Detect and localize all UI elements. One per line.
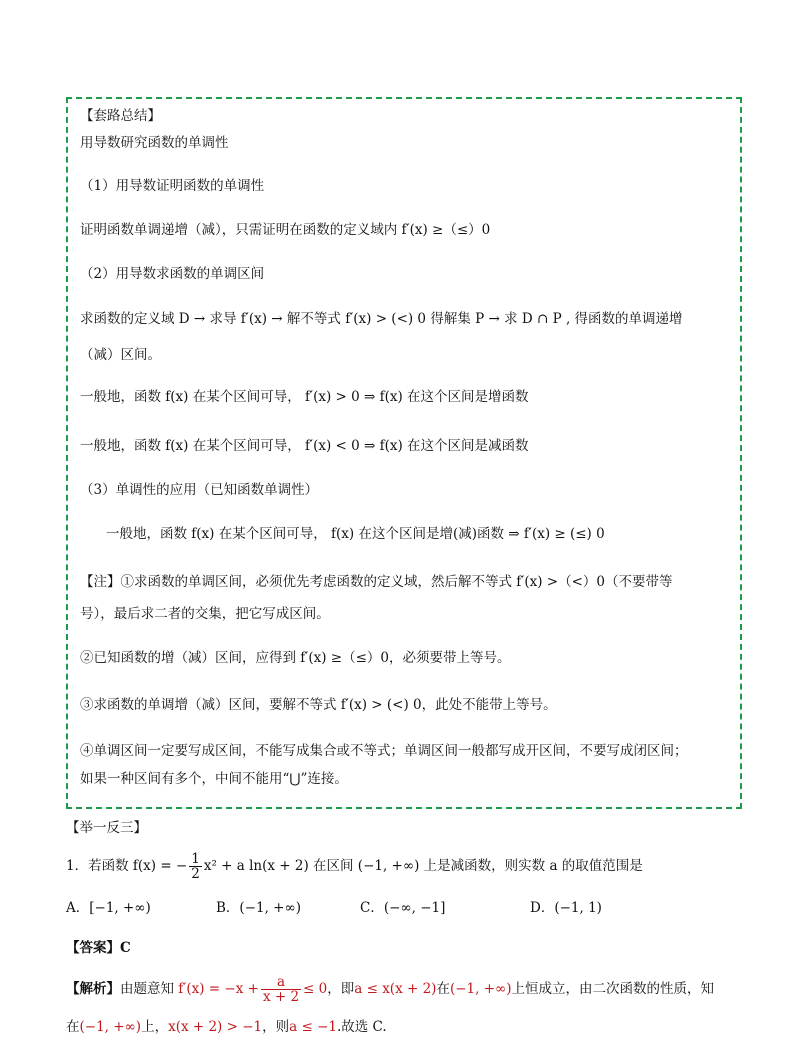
option-d[interactable] <box>530 899 602 917</box>
analysis-text-3: 在 <box>436 981 450 997</box>
rule-increasing: 一般地，函数 f(x) 在某个区间可导， f′(x) > 0 ⇒ f(x) 在这个区间是增函数 <box>80 389 529 405</box>
note1-line1: 【注】①求函数的单调区间，必须优先考虑函数的定义域，然后解不等式 f′(x) >（<）0（不要带等 <box>80 574 673 590</box>
analysis-fraction-numerator: a <box>261 975 301 990</box>
analysis-expression-4: (−1, +∞) <box>79 1019 142 1035</box>
analysis-expression-2: a ≤ x(x + 2) <box>354 981 437 997</box>
summary-title: 【套路总结】 <box>80 108 161 124</box>
answer-label: 【答案】 <box>66 940 120 956</box>
expr-derivative: f′(x) = −x + <box>178 981 259 997</box>
analysis-text-7: ，则 <box>262 1019 290 1035</box>
answer <box>66 939 131 957</box>
option-b-label: B． <box>216 900 240 916</box>
section2-heading: （2）用导数求函数的单调区间 <box>80 266 265 282</box>
section1-text: 证明函数单调递增（减），只需证明在函数的定义域内 f′(x) ≥（≤）0 <box>80 222 491 238</box>
section2-text-line2: （减）区间。 <box>80 347 161 363</box>
section1-heading: （1）用导数证明函数的单调性 <box>80 178 265 194</box>
question-suffix: x² + a ln(x + 2) 在区间 (−1, +∞) 上是减函数，则实数 a 的取值范围是 <box>203 858 643 874</box>
analysis-label: 【解析】 <box>66 981 120 997</box>
option-c[interactable] <box>360 899 445 917</box>
option-b[interactable] <box>216 899 301 917</box>
answer-value: C <box>120 940 131 956</box>
option-d-label: D． <box>530 900 555 916</box>
analysis-expression-3: (−1, +∞) <box>449 981 512 997</box>
analysis-text-8: .故选 C. <box>336 1019 387 1035</box>
analysis-expression-6: a ≤ −1 <box>289 1019 337 1035</box>
analysis-text-1: 由题意知 <box>120 981 174 997</box>
analysis-line1 <box>66 975 714 1004</box>
note2: ②已知函数的增（减）区间，应得到 f′(x) ≥（≤）0，必须要带上等号。 <box>80 650 511 666</box>
analysis-expression-1 <box>178 974 328 1005</box>
question-fraction <box>189 852 202 881</box>
option-b-value: (−1, +∞) <box>239 900 301 916</box>
option-a-value: [−1, +∞) <box>89 900 151 916</box>
question-1 <box>66 852 643 881</box>
note4-line2: 如果一种区间有多个，中间不能用“⋃”连接。 <box>80 771 348 787</box>
expr-inequality: ≤ 0 <box>303 981 328 997</box>
section3-text: 一般地，函数 f(x) 在某个区间可导， f(x) 在这个区间是增(减)函数 ⇒ f′(x) ≥ (≤) 0 <box>106 526 605 542</box>
summary-intro: 用导数研究函数的单调性 <box>80 135 229 151</box>
analysis-fraction-denominator: x + 2 <box>262 989 300 1005</box>
analysis-expression-5: x(x + 2) > −1 <box>168 1019 263 1035</box>
analysis-text-4: 上恒成立，由二次函数的性质，知 <box>511 981 715 997</box>
option-c-label: C． <box>360 900 384 916</box>
option-a[interactable] <box>66 899 151 917</box>
option-d-value: (−1, 1) <box>554 900 602 916</box>
analysis-text-6: 上， <box>141 1019 169 1035</box>
fraction-denominator: 2 <box>191 866 200 882</box>
section3-heading: （3）单调性的应用（已知函数单调性） <box>80 482 319 498</box>
section2-text-line1: 求函数的定义域 D → 求导 f′(x) → 解不等式 f′(x) > (<) 0 得解集 P → 求 D ∩ P , 得函数的单调递增 <box>80 311 683 327</box>
analysis-fraction <box>261 975 301 1004</box>
rule-decreasing: 一般地，函数 f(x) 在某个区间可导， f′(x) < 0 ⇒ f(x) 在这个区间是减函数 <box>80 438 529 454</box>
question-prefix: 1．若函数 f(x) = − <box>66 858 188 874</box>
note3: ③求函数的单调增（减）区间，要解不等式 f′(x) > (<) 0，此处不能带上等号。 <box>80 697 557 713</box>
analysis-line2 <box>66 1018 387 1036</box>
note4-line1: ④单调区间一定要写成区间，不能写成集合或不等式；单调区间一般都写成开区间，不要写成闭区间； <box>80 743 688 759</box>
example-heading: 【举一反三】 <box>66 820 147 836</box>
note1-line2: 号），最后求二者的交集，把它写成区间。 <box>80 606 330 622</box>
analysis-text-2: ，即 <box>327 981 355 997</box>
analysis-text-5: 在 <box>66 1019 80 1035</box>
option-c-value: (−∞, −1] <box>383 900 446 916</box>
option-a-label: A． <box>66 900 90 916</box>
fraction-numerator: 1 <box>191 851 200 867</box>
